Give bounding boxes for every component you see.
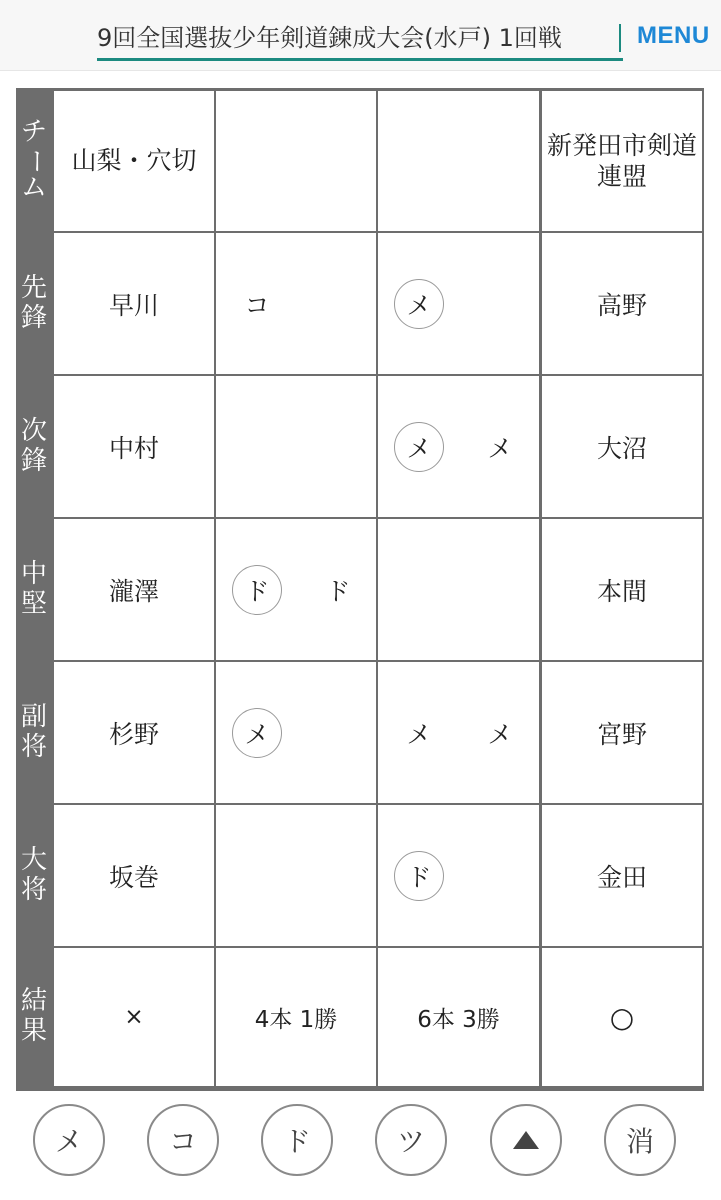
first-point-mark: メ bbox=[394, 279, 444, 329]
point-mark: メ bbox=[406, 719, 432, 749]
left-score-cell[interactable] bbox=[216, 519, 376, 660]
right-player-name: 本間 bbox=[542, 519, 702, 660]
right-score-cell[interactable] bbox=[378, 519, 539, 660]
left-player-name: 瀧澤 bbox=[54, 519, 214, 660]
delete-button[interactable]: 消 bbox=[604, 1104, 676, 1176]
menu-button[interactable]: MENU bbox=[637, 22, 710, 49]
kote-button[interactable]: コ bbox=[147, 1104, 219, 1176]
first-point-mark: ド bbox=[394, 851, 444, 901]
right-score-summary: 6本 3勝 bbox=[378, 948, 539, 1086]
left-score-cell[interactable] bbox=[216, 662, 376, 803]
row-label-char: 結 bbox=[20, 986, 47, 1017]
right-score-cell[interactable] bbox=[378, 662, 539, 803]
row-label-6 bbox=[16, 948, 52, 1086]
input-button-bar bbox=[0, 1092, 721, 1200]
row-label-3 bbox=[16, 519, 52, 660]
row-label-char: 先 bbox=[20, 272, 47, 303]
tsuki-button[interactable]: ツ bbox=[375, 1104, 447, 1176]
point-mark: コ bbox=[244, 290, 270, 320]
point-mark: ド bbox=[325, 576, 351, 606]
row-label-char: 次 bbox=[20, 415, 47, 446]
left-player-name: 早川 bbox=[54, 233, 214, 374]
scoreboard-grid bbox=[16, 88, 704, 1091]
right-score-cell[interactable] bbox=[378, 233, 539, 374]
right-outcome: ○ bbox=[542, 948, 702, 1086]
row-label-2 bbox=[16, 376, 52, 517]
row-label-char: 鋒 bbox=[20, 445, 47, 476]
right-player-name: 大沼 bbox=[542, 376, 702, 517]
row-label-char: ム bbox=[20, 173, 47, 203]
team-right-blank bbox=[378, 91, 539, 231]
row-label-char: 果 bbox=[20, 1016, 47, 1046]
first-point-mark: ド bbox=[232, 565, 282, 615]
left-player-name: 杉野 bbox=[54, 662, 214, 803]
match-title-field[interactable]: 9回全国選抜少年剣道錬成大会(水戸) 1回戦 bbox=[97, 18, 623, 61]
left-score-cell[interactable] bbox=[216, 376, 376, 517]
team-left-blank bbox=[216, 91, 376, 231]
right-score-cell[interactable] bbox=[378, 805, 539, 946]
row-label-char: 副 bbox=[20, 701, 47, 732]
up-button[interactable] bbox=[490, 1104, 562, 1176]
row-label-char: ー bbox=[19, 148, 50, 174]
left-score-cell[interactable] bbox=[216, 805, 376, 946]
left-score-cell[interactable] bbox=[216, 233, 376, 374]
left-score-summary: 4本 1勝 bbox=[216, 948, 376, 1086]
row-label-char: 堅 bbox=[20, 588, 47, 619]
left-outcome: × bbox=[54, 948, 214, 1086]
row-label-4 bbox=[16, 662, 52, 803]
row-label-5 bbox=[16, 805, 52, 946]
right-player-name: 宮野 bbox=[542, 662, 702, 803]
point-mark: メ bbox=[487, 433, 513, 463]
header-bar bbox=[0, 0, 721, 71]
up-triangle-icon bbox=[513, 1131, 539, 1149]
row-label-1 bbox=[16, 233, 52, 374]
row-label-char: 鋒 bbox=[20, 302, 47, 333]
do-button[interactable]: ド bbox=[261, 1104, 333, 1176]
row-label-char: 将 bbox=[20, 731, 47, 762]
team-left-name: 山梨・穴切 bbox=[54, 91, 214, 231]
men-button[interactable]: メ bbox=[33, 1104, 105, 1176]
right-score-cell[interactable] bbox=[378, 376, 539, 517]
row-label-char: 将 bbox=[20, 874, 47, 905]
row-label-char: 中 bbox=[20, 558, 47, 589]
left-player-name: 坂巻 bbox=[54, 805, 214, 946]
right-player-name: 高野 bbox=[542, 233, 702, 374]
left-player-name: 中村 bbox=[54, 376, 214, 517]
point-mark: メ bbox=[487, 719, 513, 749]
first-point-mark: メ bbox=[232, 708, 282, 758]
row-label-char: 大 bbox=[20, 844, 47, 875]
row-label-0 bbox=[16, 91, 52, 231]
right-player-name: 金田 bbox=[542, 805, 702, 946]
row-label-char: チ bbox=[20, 117, 47, 148]
first-point-mark: メ bbox=[394, 422, 444, 472]
team-right-name: 新発田市剣道連盟 bbox=[542, 91, 702, 231]
